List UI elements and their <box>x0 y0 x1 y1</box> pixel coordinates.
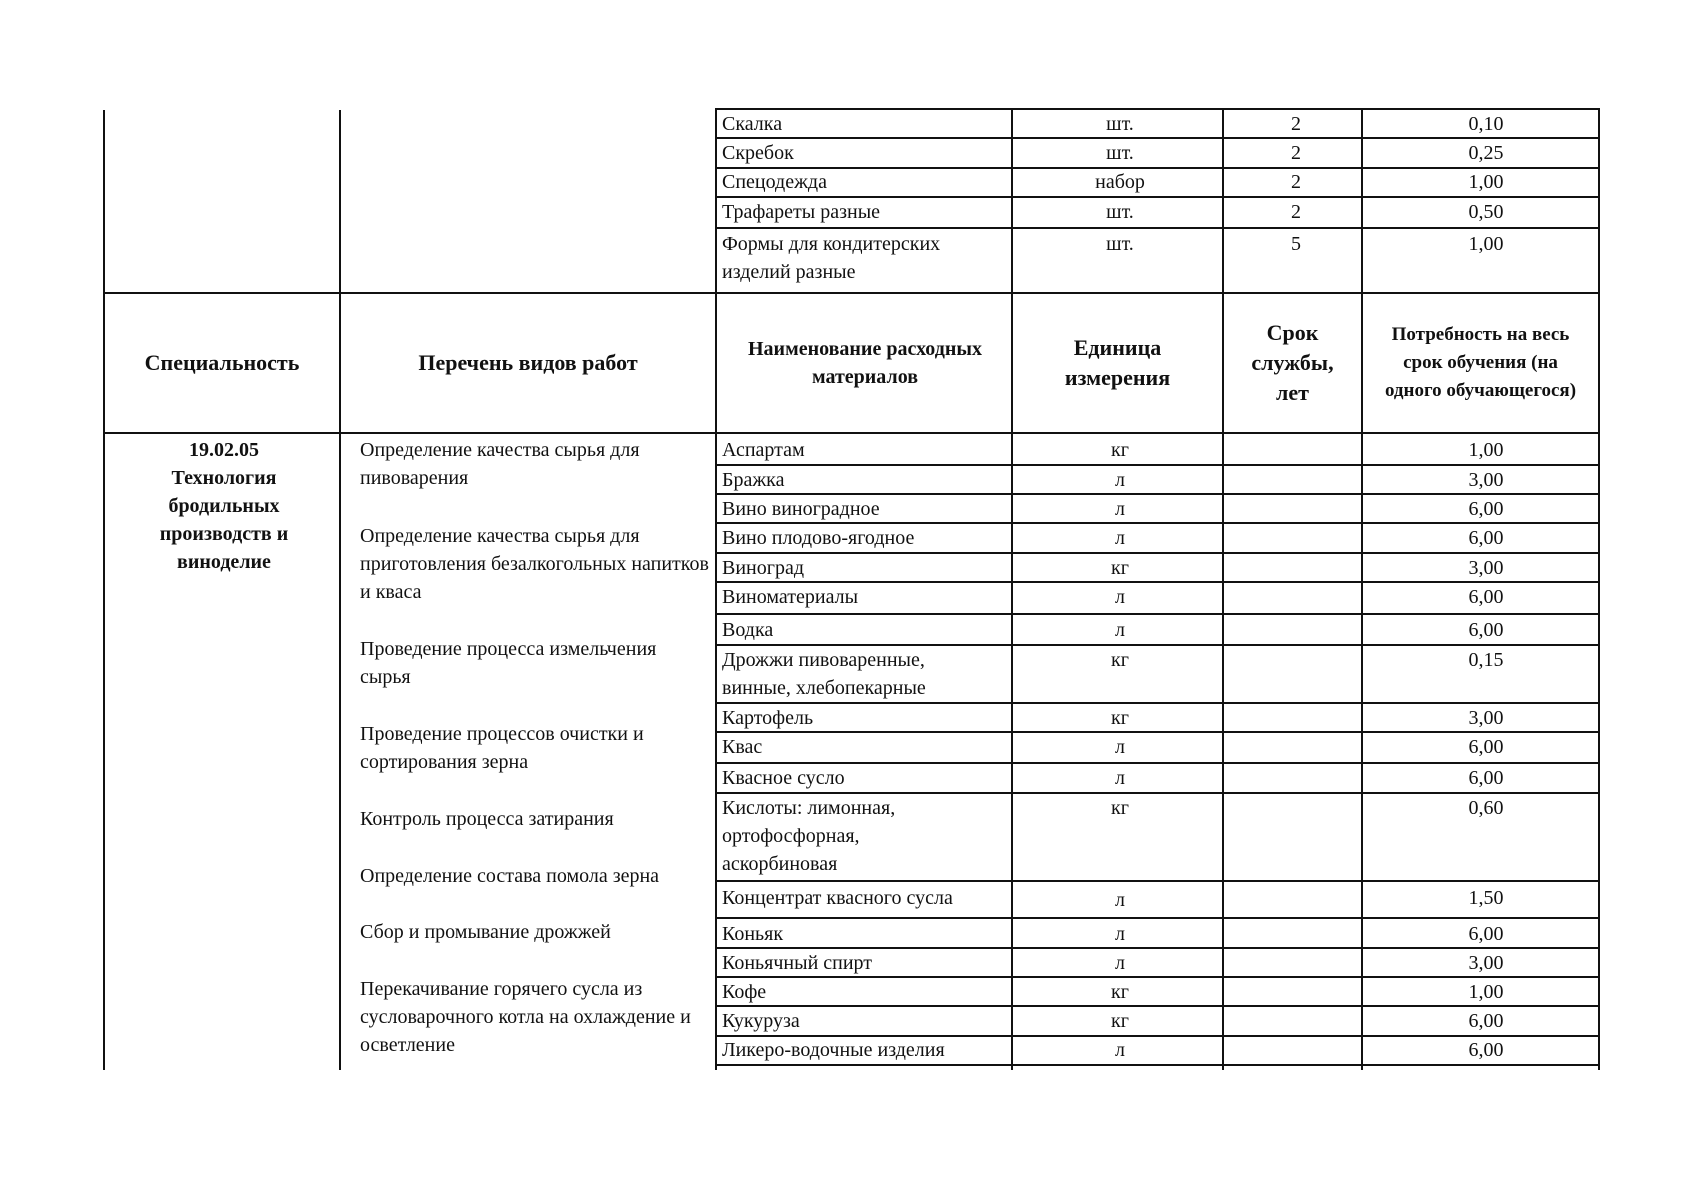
material-name: Квас <box>722 736 763 758</box>
need-value: 6,00 <box>1468 736 1504 758</box>
material-name: Водка <box>722 619 774 641</box>
material-name: Ликеро-водочные изделия <box>722 1039 945 1061</box>
unit-value: кг <box>1111 707 1129 729</box>
work-item: Перекачивание горячего сусла из сусловарочного котла на охлаждение и осветление <box>360 978 691 1056</box>
material-name: Дрожжи пивоваренные, винные, хлебопекарные <box>722 649 926 699</box>
work-item: Проведение процесса измельчения сырья <box>360 638 657 688</box>
unit-value: кг <box>1111 557 1129 579</box>
specialty-cell <box>108 436 340 576</box>
material-name: Концентрат квасного сусла <box>722 887 953 909</box>
unit-value: л <box>1115 889 1125 911</box>
work-item: Контроль процесса затирания <box>360 808 614 830</box>
row-rule <box>715 917 1600 919</box>
work-item: Определение качества сырья для пивоварения <box>360 439 640 489</box>
need-value: 3,00 <box>1468 707 1504 729</box>
need-value: 0,50 <box>1468 201 1504 223</box>
life-value: 5 <box>1291 233 1301 255</box>
material-name: Спецодежда <box>722 171 827 193</box>
material-name: Скалка <box>722 113 783 135</box>
unit-value: набор <box>1095 171 1145 193</box>
unit-value: кг <box>1111 797 1129 819</box>
need-value: 1,00 <box>1468 981 1504 1003</box>
row-rule <box>715 227 1600 229</box>
life-value: 2 <box>1291 113 1301 135</box>
material-name: Коньяк <box>722 923 784 945</box>
unit-value: л <box>1115 1039 1125 1061</box>
need-value: 6,00 <box>1468 767 1504 789</box>
unit-value: л <box>1115 952 1125 974</box>
material-name: Формы для кондитерских изделий разные <box>722 233 941 283</box>
header-unit: Единица измерения <box>1064 335 1171 390</box>
unit-value: шт. <box>1106 142 1134 164</box>
work-item: Сбор и промывание дрожжей <box>360 921 611 943</box>
unit-value: кг <box>1111 1010 1129 1032</box>
unit-value: л <box>1115 586 1125 608</box>
material-name: Виноматериалы <box>722 586 859 608</box>
work-item: Определение состава помола зерна <box>360 865 660 887</box>
header-life: Срок службы, лет <box>1251 320 1334 405</box>
material-name: Вино плодово-ягодное <box>722 527 915 549</box>
unit-value: кг <box>1111 981 1129 1003</box>
material-name: Трафареты разные <box>722 201 881 223</box>
material-name: Кукуруза <box>722 1010 800 1032</box>
material-name: Бражка <box>722 469 785 491</box>
material-name: Картофель <box>722 707 814 729</box>
unit-value: л <box>1115 619 1125 641</box>
need-value: 1,00 <box>1468 439 1504 461</box>
need-value: 6,00 <box>1468 527 1504 549</box>
material-name: Аспартам <box>722 439 805 461</box>
need-value: 3,00 <box>1468 557 1504 579</box>
need-value: 0,60 <box>1468 797 1504 819</box>
need-value: 6,00 <box>1468 586 1504 608</box>
work-item: Определение качества сырья для приготовления безалкогольных напитков и кваса <box>360 525 709 603</box>
unit-value: л <box>1115 498 1125 520</box>
material-name: Коньячный спирт <box>722 952 873 974</box>
row-rule <box>715 880 1600 882</box>
material-name: Кофе <box>722 981 767 1003</box>
rule-specialty-works <box>339 110 341 1070</box>
need-value: 6,00 <box>1468 498 1504 520</box>
row-rule <box>715 613 1600 615</box>
material-name: Вино виноградное <box>722 498 880 520</box>
need-value: 1,00 <box>1468 171 1504 193</box>
header-bottom-rule <box>103 432 1600 434</box>
need-value: 1,50 <box>1468 887 1504 909</box>
unit-value: л <box>1115 767 1125 789</box>
material-name: Квасное сусло <box>722 767 845 789</box>
unit-value: кг <box>1111 439 1129 461</box>
need-value: 6,00 <box>1468 1010 1504 1032</box>
unit-value: л <box>1115 736 1125 758</box>
unit-value: л <box>1115 469 1125 491</box>
unit-value: шт. <box>1106 201 1134 223</box>
header-specialty: Специальность <box>144 350 300 375</box>
header-need: Потребность на весь срок обучения (на одного обучающегося) <box>1384 324 1577 401</box>
unit-value: л <box>1115 923 1125 945</box>
header-works: Перечень видов работ <box>418 350 638 375</box>
need-value: 6,00 <box>1468 923 1504 945</box>
need-value: 0,10 <box>1468 113 1504 135</box>
material-name: Скребок <box>722 142 794 164</box>
specialty-name: Технология бродильных производств и виноделие <box>159 467 289 573</box>
rule-works-material <box>715 108 717 1070</box>
life-value: 2 <box>1291 171 1301 193</box>
life-value: 2 <box>1291 201 1301 223</box>
need-value: 3,00 <box>1468 952 1504 974</box>
specialty-code: 19.02.05 <box>189 439 259 461</box>
unit-value: шт. <box>1106 233 1134 255</box>
need-value: 3,00 <box>1468 469 1504 491</box>
life-value: 2 <box>1291 142 1301 164</box>
unit-value: кг <box>1111 649 1129 671</box>
material-name: Виноград <box>722 557 805 579</box>
rule-left <box>103 110 105 1070</box>
need-value: 6,00 <box>1468 619 1504 641</box>
need-value: 1,00 <box>1468 233 1504 255</box>
unit-value: л <box>1115 527 1125 549</box>
material-name: Кислоты: лимонная, ортофосфорная, аскорбиновая <box>722 797 896 875</box>
rule-bottom <box>715 1064 1600 1066</box>
work-item: Проведение процессов очистки и сортирования зерна <box>360 723 644 773</box>
need-value: 0,25 <box>1468 142 1504 164</box>
need-value: 6,00 <box>1468 1039 1504 1061</box>
unit-value: шт. <box>1106 113 1134 135</box>
need-value: 0,15 <box>1468 649 1504 671</box>
header-material: Наименование расходных материалов <box>748 338 982 388</box>
